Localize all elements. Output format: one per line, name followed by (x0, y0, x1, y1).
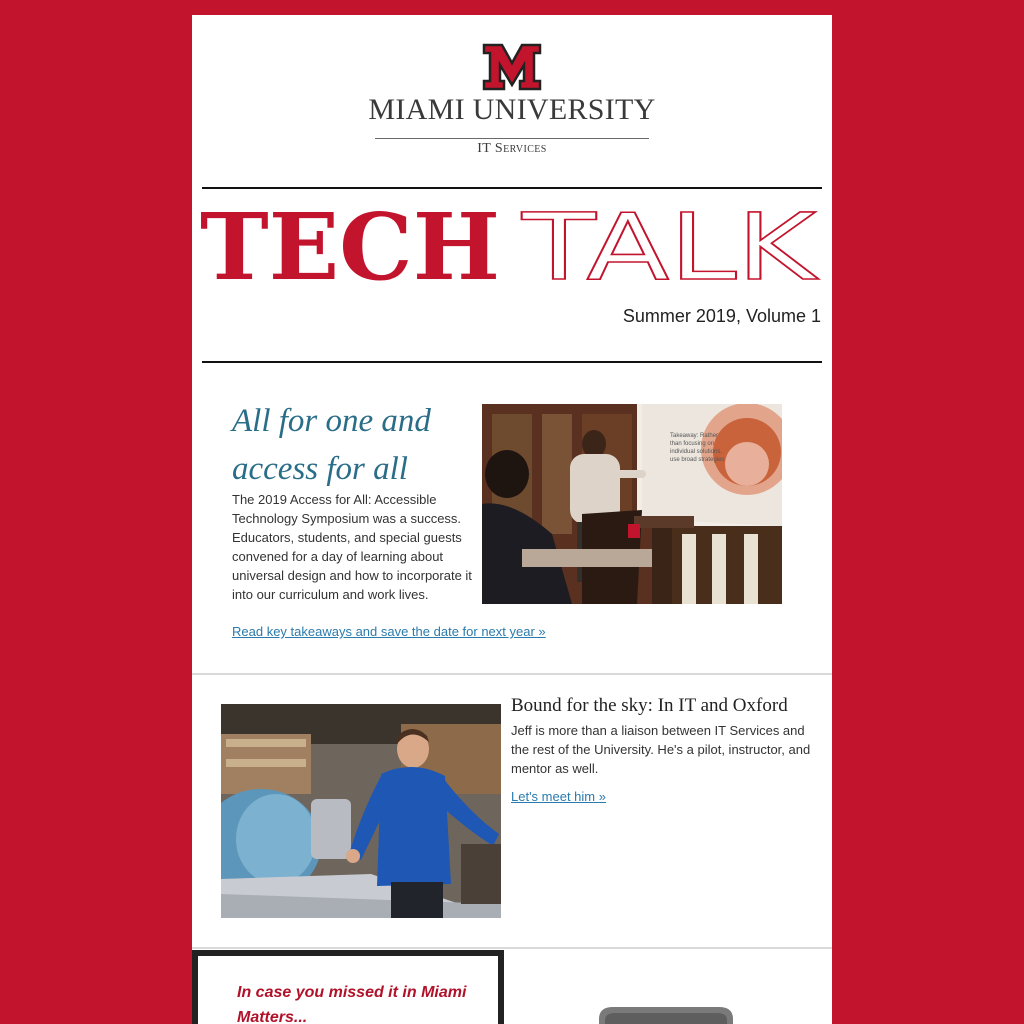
university-logo[interactable] (192, 43, 832, 156)
masthead-word-tech: TECH (200, 203, 500, 285)
masthead-bottom-rule (202, 361, 822, 363)
feature-body: The 2019 Access for All: Accessible Technology Symposium was a success. Educators, students, and special guests convened for a day of learning about universal design and how to incorporate it into our curriculum and work lives. (232, 492, 472, 602)
story-meet-link[interactable]: Let's meet him » (511, 789, 606, 804)
section-divider (192, 947, 832, 949)
miami-m-logo-icon (482, 43, 542, 91)
logo-divider (375, 138, 649, 139)
pilot-photo[interactable] (221, 704, 501, 918)
symposium-photo[interactable] (482, 404, 782, 604)
department-name: IT Services (477, 141, 547, 156)
device-icon (599, 1007, 733, 1024)
slide-text: Takeaway: Rather than focusing on individual solutions, use broad strategies (670, 433, 725, 463)
miami-matters-heading: In case you missed it in Miami Matters... (237, 984, 467, 1024)
tech-talk-masthead (200, 203, 824, 285)
newsletter-sheet (192, 15, 832, 1024)
university-name: MIAMI UNIVERSITY (368, 93, 656, 126)
story-body: Jeff is more than a liaison between IT Services and the rest of the University. He's a pilot, instructor, and mentor as well. (511, 723, 811, 776)
masthead-top-rule (202, 187, 822, 189)
masthead-word-talk: TALK (520, 203, 820, 285)
feature-read-more-link[interactable]: Read key takeaways and save the date for next year » (232, 624, 546, 639)
issue-label: Summer 2019, Volume 1 (622, 306, 821, 326)
story-title: Bound for the sky: In IT and Oxford (511, 695, 788, 716)
feature-title: All for one and access for all (232, 403, 431, 487)
section-divider (192, 673, 832, 675)
miami-matters-box (192, 950, 504, 1024)
